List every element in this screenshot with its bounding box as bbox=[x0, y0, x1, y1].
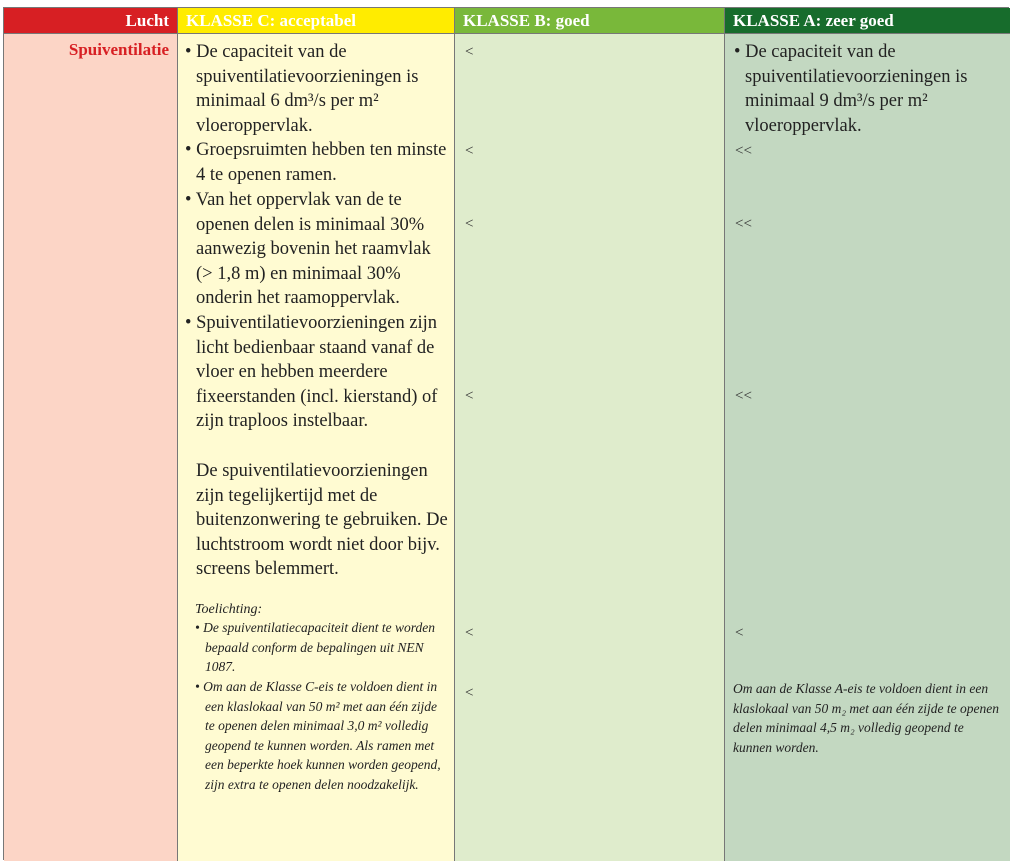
header-klasse-b: KLASSE B: goed bbox=[455, 8, 725, 34]
requirements-table bbox=[3, 7, 1009, 860]
header-lucht: Lucht bbox=[4, 8, 178, 34]
klasse-a-mark-4: < bbox=[735, 625, 744, 641]
klasse-c-item-1: • De capaciteit van de spuiventilatievoorzieningen is minimaal 6 dm³/s per m² vloeroppervlak. bbox=[185, 42, 419, 136]
header-klasse-c: KLASSE C: acceptabel bbox=[178, 8, 455, 34]
klasse-a-mark-1: << bbox=[735, 143, 752, 159]
klasse-c-extra: De spuiventilatievoorzieningen zijn tegelijkertijd met de buitenzonwering te gebruiken. De luchtstroom wordt niet door bijv. screens belemmert. bbox=[196, 461, 448, 579]
klasse-b-mark-2: < bbox=[465, 143, 474, 159]
row-label-cell bbox=[4, 34, 178, 861]
klasse-a-note: Om aan de Klasse A-eis te voldoen dient in een klaslokaal van 50 m₂ met aan één zijde te openen delen minimaal 4,5 m₂ volledig geopend te kunnen worden. bbox=[733, 681, 999, 755]
row-label: Spuiventilatie bbox=[68, 40, 169, 59]
klasse-a-mark-3: << bbox=[735, 388, 752, 404]
klasse-c-cell bbox=[178, 34, 455, 861]
klasse-b-mark-3: < bbox=[465, 216, 474, 232]
klasse-a-cell bbox=[725, 34, 1010, 861]
klasse-a-mark-2: << bbox=[735, 216, 752, 232]
klasse-c-note-1: • De spuiventilatiecapaciteit dient te worden bepaald conform de bepalingen uit NEN 1087. bbox=[195, 620, 436, 674]
klasse-c-item-4: • Spuiventilatievoorzieningen zijn licht bedienbaar staand vanaf de vloer en hebben meerdere fixeerstanden (incl. kierstand) of zijn traploos instelbaar. bbox=[185, 313, 438, 431]
klasse-b-mark-5: < bbox=[465, 625, 474, 641]
klasse-b-mark-1: < bbox=[465, 44, 474, 60]
klasse-b-cell bbox=[455, 34, 725, 861]
klasse-b-mark-6: < bbox=[465, 685, 474, 701]
klasse-a-item-1: • De capaciteit van de spuiventilatievoorzieningen is minimaal 9 dm³/s per m² vloeroppervlak. bbox=[734, 42, 968, 136]
klasse-c-note-2: • Om aan de Klasse C-eis te voldoen dient in een klaslokaal van 50 m² met aan één zijde te openen delen minimaal 3,0 m² volledig geopend te kunnen worden. Als ramen met een beperkte hoek kunnen worden geopend, zijn extra te openen delen noodzakelijk. bbox=[195, 679, 441, 792]
header-klasse-a: KLASSE A: zeer goed bbox=[725, 8, 1010, 34]
klasse-c-item-3: • Van het oppervlak van de te openen delen is minimaal 30% aanwezig bovenin het raamvlak (> 1,8 m) en minimaal 30% onderin het raamoppervlak. bbox=[185, 190, 431, 308]
toelichting-label: Toelichting: bbox=[195, 602, 263, 617]
klasse-c-item-2: • Groepsruimten hebben ten minste 4 te openen ramen. bbox=[185, 140, 447, 185]
klasse-b-mark-4: < bbox=[465, 388, 474, 404]
